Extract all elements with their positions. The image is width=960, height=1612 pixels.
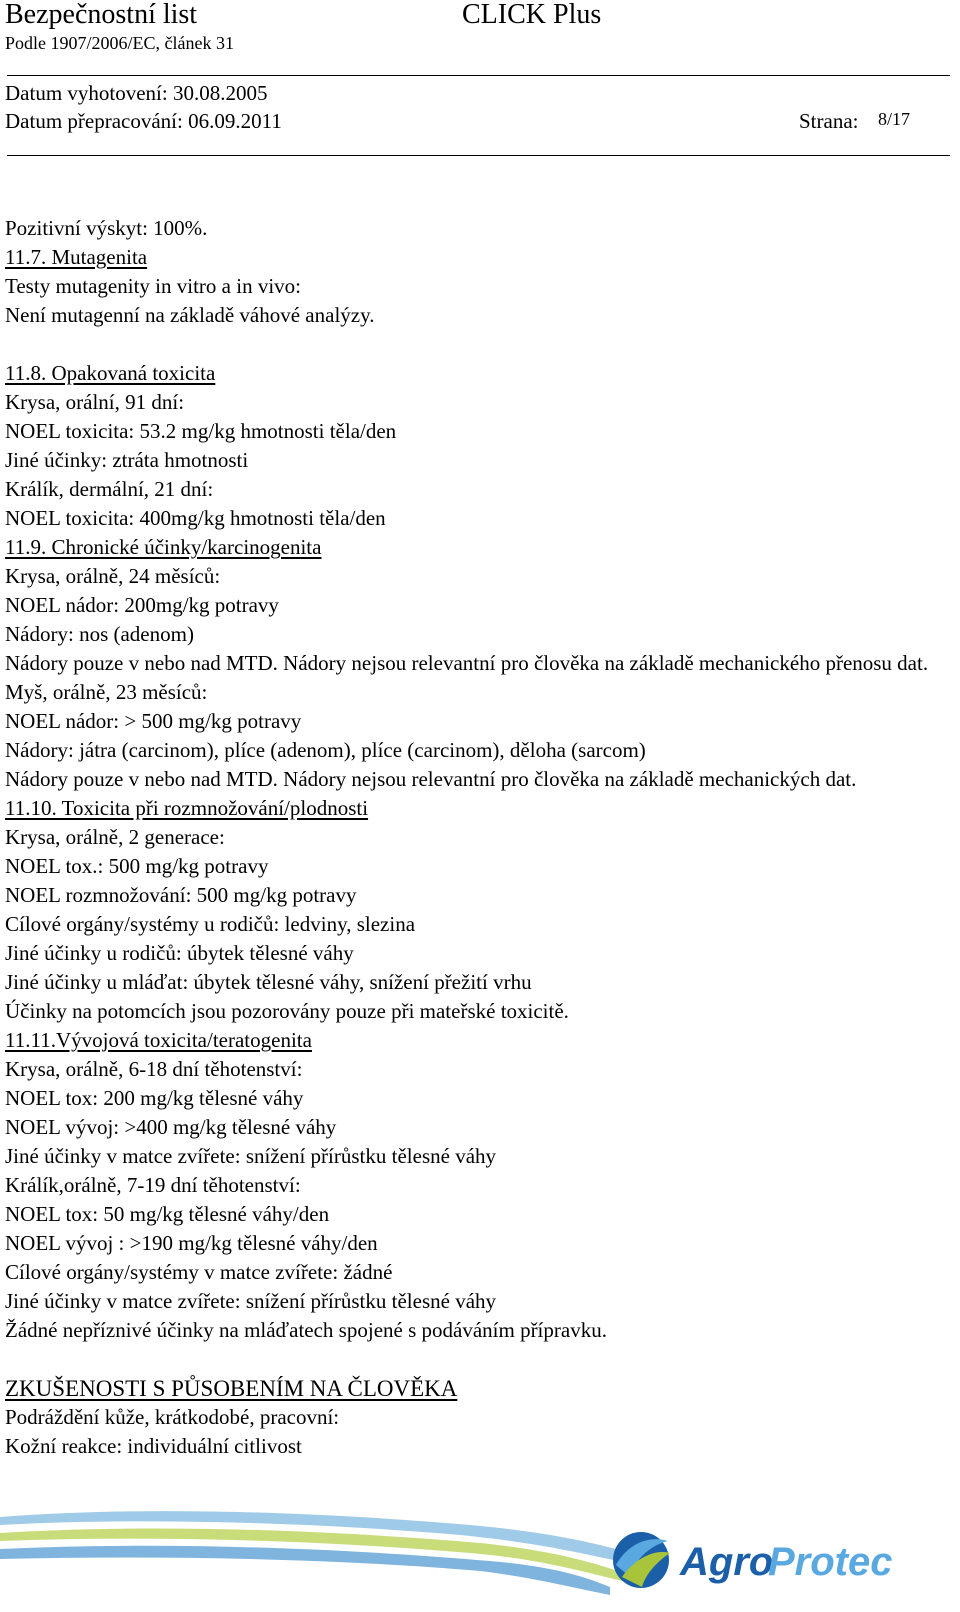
section-heading-text: 11.7. Mutagenita (5, 245, 148, 269)
section-heading (5, 533, 945, 562)
section-heading-text: 11.11.Vývojová toxicita/teratogenita (5, 1028, 312, 1052)
document-body (5, 214, 945, 1461)
section-heading-text: ZKUŠENOSTI S PŮSOBENÍM NA ČLOVĚKA (5, 1376, 458, 1401)
body-line: NOEL vývoj: >400 mg/kg tělesné váhy (5, 1115, 337, 1139)
body-line: Králík, dermální, 21 dní: (5, 477, 214, 501)
section-heading-text: 11.8. Opakovaná toxicita (5, 361, 216, 385)
body-line: Myš, orálně, 23 měsíců: (5, 680, 208, 704)
section-heading-text: 11.9. Chronické účinky/karcinogenita (5, 535, 322, 559)
body-line: Pozitivní výskyt: 100%. (5, 216, 208, 240)
section-heading (5, 794, 945, 823)
body-line: NOEL nádor: 200mg/kg potravy (5, 593, 279, 617)
body-line: Krysa, orální, 91 dní: (5, 390, 185, 414)
blank-line (5, 330, 945, 359)
body-line: Králík,orálně, 7-19 dní těhotenství: (5, 1173, 301, 1197)
body-line: Účinky na potomcích jsou pozorovány pouze při mateřské toxicitě. (5, 999, 569, 1023)
body-line: NOEL tox: 50 mg/kg tělesné váhy/den (5, 1202, 330, 1226)
body-line: Jiné účinky v matce zvířete: snížení přírůstku tělesné váhy (5, 1144, 497, 1168)
body-line: Jiné účinky v matce zvířete: snížení přírůstku tělesné váhy (5, 1289, 497, 1313)
body-line: NOEL tox: 200 mg/kg tělesné váhy (5, 1086, 304, 1110)
body-line: Kožní reakce: individuální citlivost (5, 1434, 302, 1458)
revision-date: Datum přepracování: 06.09.2011 (5, 109, 282, 133)
body-line: Cílové orgány/systémy u rodičů: ledviny, slezina (5, 912, 416, 936)
body-line: Jiné účinky u mláďat: úbytek tělesné váhy, snížení přežití vrhu (5, 970, 532, 994)
body-line: Nádory pouze v nebo nad MTD. Nádory nejsou relevantní pro člověka na základě mechanického přenosu dat. (5, 651, 929, 675)
product-name: CLICK Plus (462, 0, 602, 30)
body-line: Testy mutagenity in vitro a in vivo: (5, 274, 301, 298)
blank-line (5, 1345, 945, 1374)
body-line: NOEL tox.: 500 mg/kg potravy (5, 854, 269, 878)
body-line: NOEL toxicita: 53.2 mg/kg hmotnosti těla/den (5, 419, 397, 443)
body-line: NOEL rozmnožování: 500 mg/kg potravy (5, 883, 357, 907)
body-line: NOEL toxicita: 400mg/kg hmotnosti těla/den (5, 506, 386, 530)
agroprotec-logo-text-agro: Agro (680, 1540, 774, 1584)
footer-banner (0, 1495, 960, 1612)
body-line: Krysa, orálně, 2 generace: (5, 825, 225, 849)
regulation-reference: Podle 1907/2006/EC, článek 31 (5, 33, 234, 53)
creation-date: Datum vyhotovení: 30.08.2005 (5, 81, 268, 105)
body-line: Jiné účinky: ztráta hmotnosti (5, 448, 249, 472)
section-heading (5, 359, 945, 388)
section-heading (5, 243, 945, 272)
body-line: Jiné účinky u rodičů: úbytek tělesné váhy (5, 941, 354, 965)
header-top-rule (7, 75, 950, 76)
page-label: Strana: (799, 109, 859, 133)
header-bottom-rule (7, 155, 950, 156)
agroprotec-globe-icon (613, 1532, 670, 1588)
body-line: Nádory: nos (adenom) (5, 622, 194, 646)
body-line: Krysa, orálně, 24 měsíců: (5, 564, 221, 588)
agroprotec-logo-text-protec: Protec (768, 1540, 893, 1584)
body-line: Krysa, orálně, 6-18 dní těhotenství: (5, 1057, 303, 1081)
body-line: Nádory: játra (carcinom), plíce (adenom), plíce (carcinom), děloha (sarcom) (5, 738, 646, 762)
page-number: 8/17 (878, 109, 911, 129)
body-line: Nádory pouze v nebo nad MTD. Nádory nejsou relevantní pro člověka na základě mechanických dat. (5, 767, 857, 791)
body-line: Není mutagenní na základě váhové analýzy. (5, 303, 375, 327)
body-line: Podráždění kůže, krátkodobé, pracovní: (5, 1405, 340, 1429)
section-heading-text: 11.10. Toxicita při rozmnožování/plodnosti (5, 796, 369, 820)
body-line: Cílové orgány/systémy v matce zvířete: žádné (5, 1260, 393, 1284)
document-title: Bezpečnostní list (5, 0, 198, 30)
section-heading (5, 1026, 945, 1055)
section-heading (5, 1374, 945, 1403)
body-line: Žádné nepříznivé účinky na mláďatech spojené s podáváním přípravku. (5, 1318, 607, 1342)
body-line: NOEL nádor: > 500 mg/kg potravy (5, 709, 302, 733)
body-line: NOEL vývoj : >190 mg/kg tělesné váhy/den (5, 1231, 378, 1255)
